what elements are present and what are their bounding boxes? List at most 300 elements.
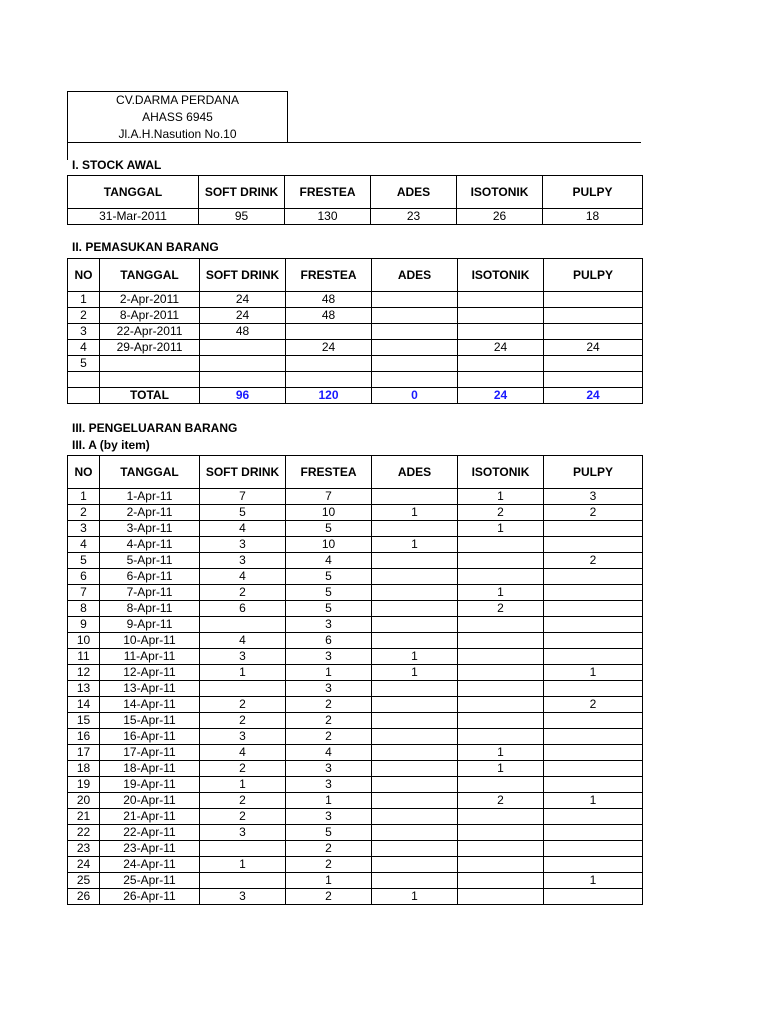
table-cell xyxy=(544,889,643,905)
table-cell xyxy=(544,761,643,777)
table-row xyxy=(68,761,643,777)
table-cell xyxy=(372,681,458,697)
table-cell xyxy=(544,292,643,308)
table-cell xyxy=(372,633,458,649)
table-cell xyxy=(458,308,544,324)
table-cell: 3 xyxy=(286,617,372,633)
table-cell: 2 xyxy=(544,553,643,569)
table-cell: 2 xyxy=(286,729,372,745)
table-cell: 2 xyxy=(544,697,643,713)
table-cell: 4 xyxy=(200,633,286,649)
table-cell: 130 xyxy=(285,209,371,225)
table-cell: 48 xyxy=(286,292,372,308)
table-cell: 25-Apr-11 xyxy=(100,873,200,889)
table-cell: 4 xyxy=(286,553,372,569)
table-cell xyxy=(372,553,458,569)
table-cell: 1 xyxy=(372,505,458,521)
table-cell xyxy=(200,372,286,388)
table-cell xyxy=(458,553,544,569)
total-value: 24 xyxy=(544,388,643,404)
table-cell xyxy=(286,356,372,372)
table-cell: 2 xyxy=(458,505,544,521)
column-header: PULPY xyxy=(543,176,643,209)
table-cell: 1 xyxy=(458,761,544,777)
stock-awal-row xyxy=(68,209,643,225)
table-cell: 5 xyxy=(286,825,372,841)
table-cell: 11-Apr-11 xyxy=(100,649,200,665)
table-cell xyxy=(286,324,372,340)
table-cell: 1 xyxy=(200,665,286,681)
table-cell xyxy=(544,857,643,873)
table-cell: 9-Apr-11 xyxy=(100,617,200,633)
table-cell: 3 xyxy=(286,777,372,793)
table-cell xyxy=(286,372,372,388)
column-header: ADES xyxy=(371,176,457,209)
table-cell xyxy=(544,777,643,793)
table-cell: 4 xyxy=(200,569,286,585)
row-number: 3 xyxy=(68,521,100,537)
row-number: 6 xyxy=(68,569,100,585)
table-cell xyxy=(458,537,544,553)
table-cell: 95 xyxy=(199,209,285,225)
table-row xyxy=(68,537,643,553)
table-cell: 22-Apr-2011 xyxy=(100,324,200,340)
table-cell: 3 xyxy=(286,761,372,777)
column-header: FRESTEA xyxy=(286,259,372,292)
table-cell: 3 xyxy=(200,537,286,553)
table-cell xyxy=(372,569,458,585)
table-cell xyxy=(544,809,643,825)
table-cell xyxy=(372,825,458,841)
table-cell: 5 xyxy=(200,505,286,521)
table-cell xyxy=(458,617,544,633)
table-cell xyxy=(372,308,458,324)
row-number: 21 xyxy=(68,809,100,825)
table-row xyxy=(68,340,643,356)
pengeluaran-title: III. PENGELUARAN BARANG xyxy=(72,421,238,435)
table-row xyxy=(68,601,643,617)
table-row xyxy=(68,857,643,873)
table-row xyxy=(68,665,643,681)
table-cell: 4 xyxy=(200,745,286,761)
table-cell: 1 xyxy=(200,857,286,873)
column-header: SOFT DRINK xyxy=(199,176,285,209)
table-cell: 2 xyxy=(458,601,544,617)
column-header: NO xyxy=(68,456,100,489)
column-header: ISOTONIK xyxy=(458,456,544,489)
table-cell: 2 xyxy=(200,793,286,809)
table-cell xyxy=(544,308,643,324)
table-cell xyxy=(458,713,544,729)
table-cell xyxy=(372,809,458,825)
table-row xyxy=(68,324,643,340)
table-cell xyxy=(544,356,643,372)
table-row xyxy=(68,729,643,745)
table-cell: 26-Apr-11 xyxy=(100,889,200,905)
table-cell xyxy=(200,617,286,633)
table-row xyxy=(68,633,643,649)
table-cell: 2 xyxy=(200,585,286,601)
table-cell xyxy=(372,857,458,873)
table-cell: 16-Apr-11 xyxy=(100,729,200,745)
table-cell xyxy=(372,777,458,793)
row-number: 13 xyxy=(68,681,100,697)
table-cell xyxy=(100,356,200,372)
row-number: 17 xyxy=(68,745,100,761)
table-cell: 10-Apr-11 xyxy=(100,633,200,649)
table-cell: 24 xyxy=(458,340,544,356)
row-number: 14 xyxy=(68,697,100,713)
table-cell xyxy=(372,340,458,356)
table-cell xyxy=(544,841,643,857)
table-row xyxy=(68,308,643,324)
header-left-tick xyxy=(67,143,68,160)
table-row xyxy=(68,825,643,841)
total-value: 0 xyxy=(372,388,458,404)
total-label: TOTAL xyxy=(100,388,200,404)
table-cell: 14-Apr-11 xyxy=(100,697,200,713)
column-header: SOFT DRINK xyxy=(200,456,286,489)
table-cell xyxy=(544,681,643,697)
table-cell: 1 xyxy=(458,521,544,537)
total-row xyxy=(68,388,643,404)
table-row xyxy=(68,617,643,633)
table-cell xyxy=(458,633,544,649)
table-cell: 1 xyxy=(286,793,372,809)
column-header: SOFT DRINK xyxy=(200,259,286,292)
table-cell: 6 xyxy=(200,601,286,617)
table-row xyxy=(68,521,643,537)
table-cell xyxy=(458,809,544,825)
total-value: 24 xyxy=(458,388,544,404)
table-cell: 10 xyxy=(286,537,372,553)
table-cell: 26 xyxy=(457,209,543,225)
table-cell: 10 xyxy=(286,505,372,521)
table-row xyxy=(68,569,643,585)
table-row xyxy=(68,745,643,761)
row-number: 2 xyxy=(68,505,100,521)
table-cell xyxy=(458,681,544,697)
row-number: 9 xyxy=(68,617,100,633)
table-cell: 2 xyxy=(286,713,372,729)
table-cell: 3 xyxy=(200,889,286,905)
table-cell: 15-Apr-11 xyxy=(100,713,200,729)
table-cell: 6-Apr-11 xyxy=(100,569,200,585)
company-address: Jl.A.H.Nasution No.10 xyxy=(118,127,237,141)
table-cell xyxy=(458,665,544,681)
table-cell: 5 xyxy=(286,585,372,601)
total-value: 120 xyxy=(286,388,372,404)
table-cell xyxy=(458,729,544,745)
table-cell: 1 xyxy=(200,777,286,793)
column-header: ISOTONIK xyxy=(458,259,544,292)
pengeluaran-header-row xyxy=(68,456,643,489)
table-cell: 5 xyxy=(286,569,372,585)
table-cell: 29-Apr-2011 xyxy=(100,340,200,356)
table-cell: 8-Apr-2011 xyxy=(100,308,200,324)
company-name: CV.DARMA PERDANA xyxy=(116,93,239,107)
stock-awal-header-row xyxy=(68,176,643,209)
table-cell xyxy=(544,324,643,340)
table-cell xyxy=(372,761,458,777)
table-cell: 7-Apr-11 xyxy=(100,585,200,601)
column-header: PULPY xyxy=(544,259,643,292)
table-cell: 7 xyxy=(200,489,286,505)
table-cell: 13-Apr-11 xyxy=(100,681,200,697)
table-cell xyxy=(544,569,643,585)
column-header: TANGGAL xyxy=(100,259,200,292)
table-cell xyxy=(544,601,643,617)
table-row xyxy=(68,809,643,825)
table-cell xyxy=(372,617,458,633)
table-cell: 48 xyxy=(200,324,286,340)
table-cell: 1 xyxy=(458,585,544,601)
table-cell: 2 xyxy=(286,841,372,857)
table-row xyxy=(68,585,643,601)
table-cell xyxy=(372,745,458,761)
table-cell: 1 xyxy=(544,665,643,681)
column-header: ADES xyxy=(372,259,458,292)
table-cell xyxy=(372,713,458,729)
table-cell xyxy=(544,372,643,388)
table-row xyxy=(68,356,643,372)
table-cell: 1 xyxy=(458,745,544,761)
table-cell xyxy=(544,713,643,729)
table-cell: 1-Apr-11 xyxy=(100,489,200,505)
table-row xyxy=(68,505,643,521)
table-cell: 24 xyxy=(544,340,643,356)
header-divider xyxy=(288,142,641,143)
table-cell: 1 xyxy=(372,537,458,553)
pemasukan-title: II. PEMASUKAN BARANG xyxy=(72,240,219,254)
stock-awal-table xyxy=(67,175,643,225)
table-cell xyxy=(372,697,458,713)
table-cell: 4-Apr-11 xyxy=(100,537,200,553)
table-cell xyxy=(458,841,544,857)
table-cell xyxy=(544,745,643,761)
row-number: 12 xyxy=(68,665,100,681)
table-cell: 2-Apr-2011 xyxy=(100,292,200,308)
table-cell: 18 xyxy=(543,209,643,225)
row-number: 10 xyxy=(68,633,100,649)
table-cell: 3 xyxy=(200,649,286,665)
row-number: 19 xyxy=(68,777,100,793)
table-cell: 22-Apr-11 xyxy=(100,825,200,841)
table-cell: 1 xyxy=(372,889,458,905)
table-cell xyxy=(458,857,544,873)
table-cell: 2 xyxy=(544,505,643,521)
row-number: 24 xyxy=(68,857,100,873)
table-cell xyxy=(372,601,458,617)
table-cell xyxy=(458,372,544,388)
table-cell: 23 xyxy=(371,209,457,225)
table-row xyxy=(68,649,643,665)
pengeluaran-subtitle: III. A (by item) xyxy=(72,438,150,452)
column-header: FRESTEA xyxy=(286,456,372,489)
table-cell xyxy=(544,649,643,665)
table-cell xyxy=(200,841,286,857)
table-cell: 3 xyxy=(200,825,286,841)
table-cell: 1 xyxy=(286,665,372,681)
row-number: 20 xyxy=(68,793,100,809)
table-cell xyxy=(372,793,458,809)
table-cell: 6 xyxy=(286,633,372,649)
table-cell: 20-Apr-11 xyxy=(100,793,200,809)
company-header xyxy=(67,91,288,143)
table-cell: 3-Apr-11 xyxy=(100,521,200,537)
table-cell: 5 xyxy=(286,521,372,537)
table-cell xyxy=(372,372,458,388)
table-row xyxy=(68,553,643,569)
table-cell: 3 xyxy=(286,681,372,697)
row-number xyxy=(68,372,100,388)
table-cell: 2 xyxy=(286,889,372,905)
row-number: 18 xyxy=(68,761,100,777)
row-number: 3 xyxy=(68,324,100,340)
table-row xyxy=(68,793,643,809)
row-number: 15 xyxy=(68,713,100,729)
table-cell xyxy=(372,873,458,889)
table-row xyxy=(68,697,643,713)
table-row xyxy=(68,681,643,697)
column-header: NO xyxy=(68,259,100,292)
row-number: 4 xyxy=(68,340,100,356)
table-cell xyxy=(458,889,544,905)
column-header: TANGGAL xyxy=(100,456,200,489)
pemasukan-table xyxy=(67,258,643,404)
table-cell: 24-Apr-11 xyxy=(100,857,200,873)
table-cell xyxy=(372,356,458,372)
table-cell: 1 xyxy=(458,489,544,505)
table-cell xyxy=(372,521,458,537)
column-header: PULPY xyxy=(544,456,643,489)
row-number: 4 xyxy=(68,537,100,553)
table-cell xyxy=(458,324,544,340)
table-cell: 2 xyxy=(286,857,372,873)
table-cell: 2-Apr-11 xyxy=(100,505,200,521)
row-number: 2 xyxy=(68,308,100,324)
table-row xyxy=(68,889,643,905)
row-number: 5 xyxy=(68,553,100,569)
row-number: 25 xyxy=(68,873,100,889)
row-number: 26 xyxy=(68,889,100,905)
table-cell: 2 xyxy=(200,697,286,713)
table-cell: 3 xyxy=(286,649,372,665)
table-cell xyxy=(200,681,286,697)
table-cell: 2 xyxy=(200,713,286,729)
table-cell xyxy=(200,873,286,889)
table-cell xyxy=(458,697,544,713)
table-cell: 1 xyxy=(544,873,643,889)
total-spacer xyxy=(68,388,100,404)
table-cell: 3 xyxy=(544,489,643,505)
table-cell: 24 xyxy=(200,292,286,308)
table-cell: 19-Apr-11 xyxy=(100,777,200,793)
table-cell: 4 xyxy=(286,745,372,761)
table-cell xyxy=(372,324,458,340)
table-cell xyxy=(200,340,286,356)
table-cell: 12-Apr-11 xyxy=(100,665,200,681)
row-number: 23 xyxy=(68,841,100,857)
table-cell: 21-Apr-11 xyxy=(100,809,200,825)
column-header: FRESTEA xyxy=(285,176,371,209)
table-row xyxy=(68,777,643,793)
table-cell: 7 xyxy=(286,489,372,505)
table-cell: 48 xyxy=(286,308,372,324)
table-cell xyxy=(100,372,200,388)
row-number: 22 xyxy=(68,825,100,841)
stock-awal-title: I. STOCK AWAL xyxy=(72,158,162,172)
table-cell xyxy=(544,729,643,745)
table-row xyxy=(68,489,643,505)
table-cell xyxy=(372,841,458,857)
table-cell: 5-Apr-11 xyxy=(100,553,200,569)
table-cell: 1 xyxy=(372,665,458,681)
table-cell: 2 xyxy=(200,809,286,825)
table-row xyxy=(68,841,643,857)
table-cell: 4 xyxy=(200,521,286,537)
table-cell xyxy=(458,569,544,585)
total-value: 96 xyxy=(200,388,286,404)
table-cell xyxy=(200,356,286,372)
table-cell: 1 xyxy=(372,649,458,665)
table-cell xyxy=(458,649,544,665)
table-cell xyxy=(458,292,544,308)
table-cell: 24 xyxy=(200,308,286,324)
table-cell xyxy=(544,521,643,537)
row-number: 11 xyxy=(68,649,100,665)
column-header: ISOTONIK xyxy=(457,176,543,209)
table-cell xyxy=(544,585,643,601)
table-cell xyxy=(458,873,544,889)
row-number: 5 xyxy=(68,356,100,372)
table-cell: 3 xyxy=(286,809,372,825)
table-cell: 2 xyxy=(200,761,286,777)
table-cell: 18-Apr-11 xyxy=(100,761,200,777)
table-row xyxy=(68,873,643,889)
row-number: 16 xyxy=(68,729,100,745)
table-cell: 23-Apr-11 xyxy=(100,841,200,857)
table-cell xyxy=(544,617,643,633)
table-cell: 31-Mar-2011 xyxy=(68,209,199,225)
pengeluaran-table xyxy=(67,455,643,905)
table-row xyxy=(68,292,643,308)
table-cell xyxy=(372,585,458,601)
table-cell: 24 xyxy=(286,340,372,356)
table-cell xyxy=(458,777,544,793)
column-header: ADES xyxy=(372,456,458,489)
row-number: 1 xyxy=(68,489,100,505)
table-cell xyxy=(544,633,643,649)
table-cell xyxy=(372,292,458,308)
table-cell: 17-Apr-11 xyxy=(100,745,200,761)
table-cell: 1 xyxy=(544,793,643,809)
table-cell: 3 xyxy=(200,729,286,745)
table-cell: 2 xyxy=(458,793,544,809)
table-cell: 1 xyxy=(286,873,372,889)
company-code: AHASS 6945 xyxy=(142,110,213,124)
row-number: 1 xyxy=(68,292,100,308)
table-cell xyxy=(372,729,458,745)
table-cell: 8-Apr-11 xyxy=(100,601,200,617)
row-number: 7 xyxy=(68,585,100,601)
table-cell: 3 xyxy=(200,553,286,569)
table-cell xyxy=(372,489,458,505)
table-cell: 5 xyxy=(286,601,372,617)
pemasukan-header-row xyxy=(68,259,643,292)
table-cell xyxy=(544,825,643,841)
table-row xyxy=(68,372,643,388)
